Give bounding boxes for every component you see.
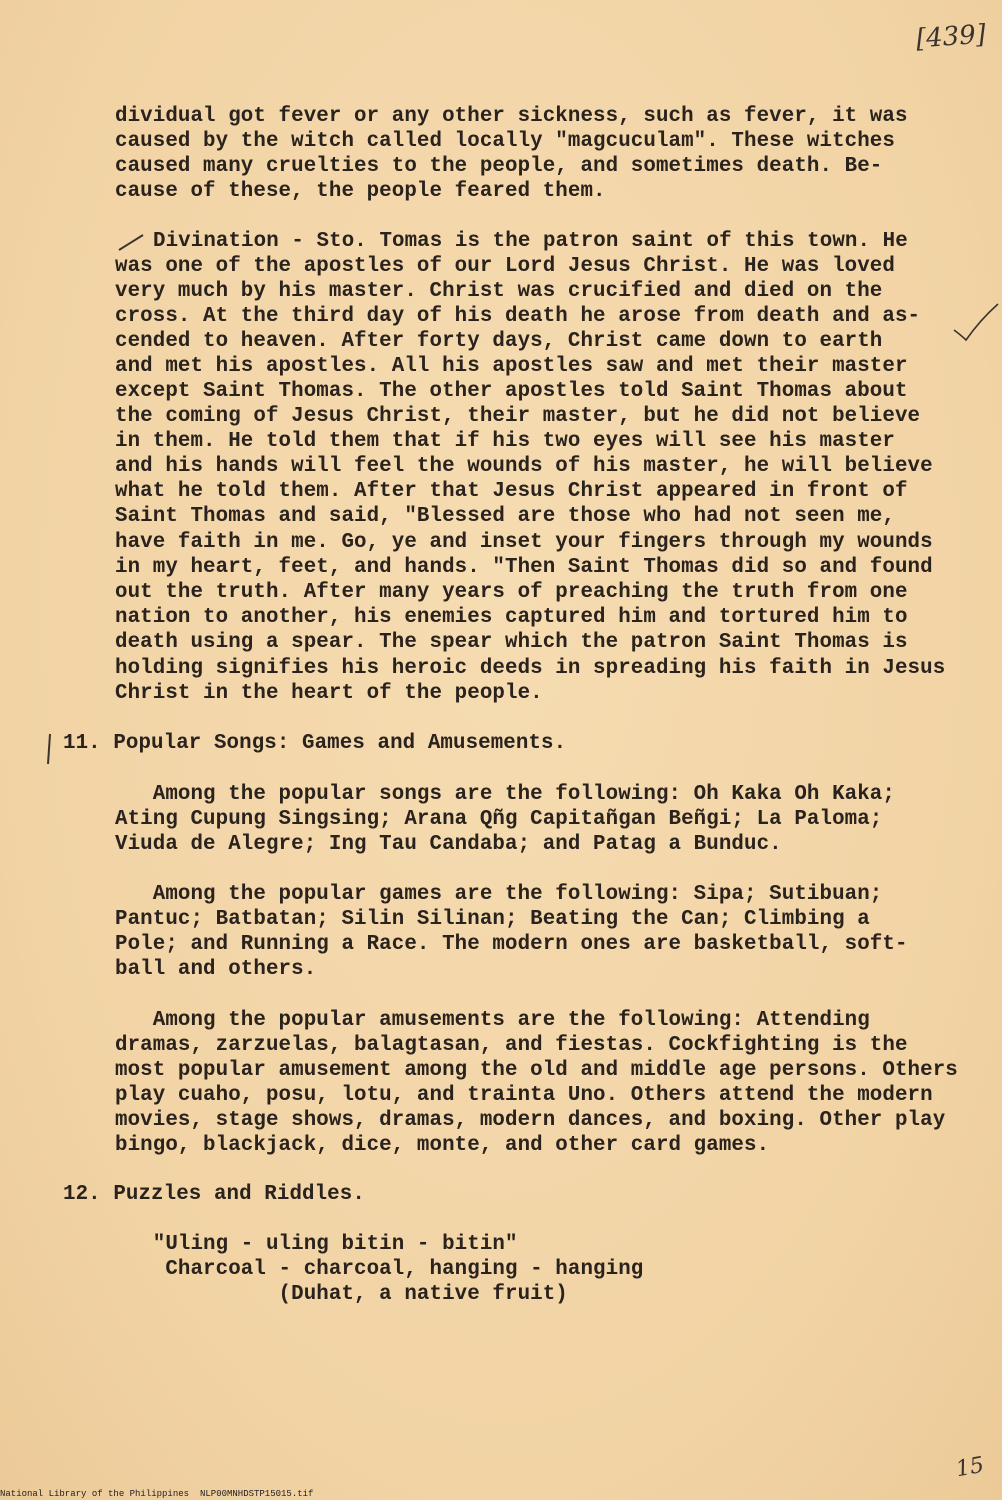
text-line: cross. At the third day of his death he arose from death and as-: [115, 305, 921, 328]
text-line: what he told them. After that Jesus Christ appeared in front of: [115, 480, 908, 503]
text-line: dividual got fever or any other sickness, such as fever, it was: [115, 105, 908, 128]
text-line: Saint Thomas and said, "Blessed are those who had not seen me,: [115, 505, 895, 528]
text-line: death using a spear. The spear which the patron Saint Thomas is: [115, 631, 908, 654]
text-line: Among the popular songs are the following: Oh Kaka Oh Kaka;: [115, 783, 895, 806]
footer-file: NLP00MNHDSTP15015.tif: [200, 1489, 314, 1499]
text-line: nation to another, his enemies captured him and tortured him to: [115, 606, 908, 629]
text-line: ball and others.: [115, 958, 317, 981]
text-line: cause of these, the people feared them.: [115, 180, 606, 203]
riddle-line: "Uling - uling bitin - bitin": [115, 1233, 518, 1256]
riddle-line: (Duhat, a native fruit): [115, 1283, 568, 1306]
text-line: very much by his master. Christ was crucified and died on the: [115, 280, 883, 303]
text-line: Pole; and Running a Race. The modern ones are basketball, soft-: [115, 933, 908, 956]
text-line: cended to heaven. After forty days, Christ came down to earth: [115, 330, 883, 353]
text-line: movies, stage shows, dramas, modern dances, and boxing. Other play: [115, 1109, 946, 1132]
text-line: Christ in the heart of the people.: [115, 682, 543, 705]
text-line: holding signifies his heroic deeds in spreading his faith in Jesus: [115, 657, 946, 680]
text-line: most popular amusement among the old and middle age persons. Others: [115, 1059, 958, 1082]
text-line: except Saint Thomas. The other apostles told Saint Thomas about: [115, 380, 908, 403]
text-line: bingo, blackjack, dice, monte, and other card games.: [115, 1134, 770, 1157]
text-line: Among the popular games are the following: Sipa; Sutibuan;: [115, 883, 883, 906]
text-line: in my heart, feet, and hands. "Then Saint Thomas did so and found: [115, 556, 933, 579]
section-heading-12: 12. Puzzles and Riddles.: [63, 1183, 365, 1206]
slash-mark-icon: [117, 232, 147, 252]
text-line: caused many cruelties to the people, and sometimes death. Be-: [115, 155, 883, 178]
check-mark-icon: [950, 300, 1000, 345]
text-line: have faith in me. Go, ye and inset your fingers through my wounds: [115, 531, 933, 554]
text-line: Divination - Sto. Tomas is the patron saint of this town. He: [153, 230, 908, 253]
text-line: dramas, zarzuelas, balagtasan, and fiestas. Cockfighting is the: [115, 1034, 908, 1057]
footer-library: National Library of the Philippines: [0, 1489, 190, 1499]
text-line: Viuda de Alegre; Ing Tau Candaba; and Patag a Bunduc.: [115, 833, 782, 856]
text-line: the coming of Jesus Christ, their master, but he did not believe: [115, 405, 921, 428]
section-heading-11: 11. Popular Songs: Games and Amusements.: [63, 732, 567, 755]
handwritten-mark-bottom: 15: [954, 1452, 986, 1483]
text-line: and his hands will feel the wounds of his master, he will believe: [115, 455, 933, 478]
text-line: Pantuc; Batbatan; Silin Silinan; Beating the Can; Climbing a: [115, 908, 870, 931]
text-line: and met his apostles. All his apostles saw and met their master: [115, 355, 908, 378]
text-line: Among the popular amusements are the following: Attending: [115, 1009, 870, 1032]
text-line: Ating Cupung Singsing; Arana Qñg Capitañgan Beñgi; La Paloma;: [115, 808, 883, 831]
margin-tick-icon: [44, 732, 54, 766]
text-line: caused by the witch called locally "magcuculam". These witches: [115, 130, 895, 153]
page-number-handwritten: [439]: [915, 19, 987, 55]
text-line: was one of the apostles of our Lord Jesus Christ. He was loved: [115, 255, 895, 278]
riddle-line: Charcoal - charcoal, hanging - hanging: [115, 1258, 644, 1281]
text-line: in them. He told them that if his two eyes will see his master: [115, 430, 895, 453]
text-line: out the truth. After many years of preaching the truth from one: [115, 581, 908, 604]
text-line: play cuaho, posu, lotu, and trainta Uno. Others attend the modern: [115, 1084, 933, 1107]
